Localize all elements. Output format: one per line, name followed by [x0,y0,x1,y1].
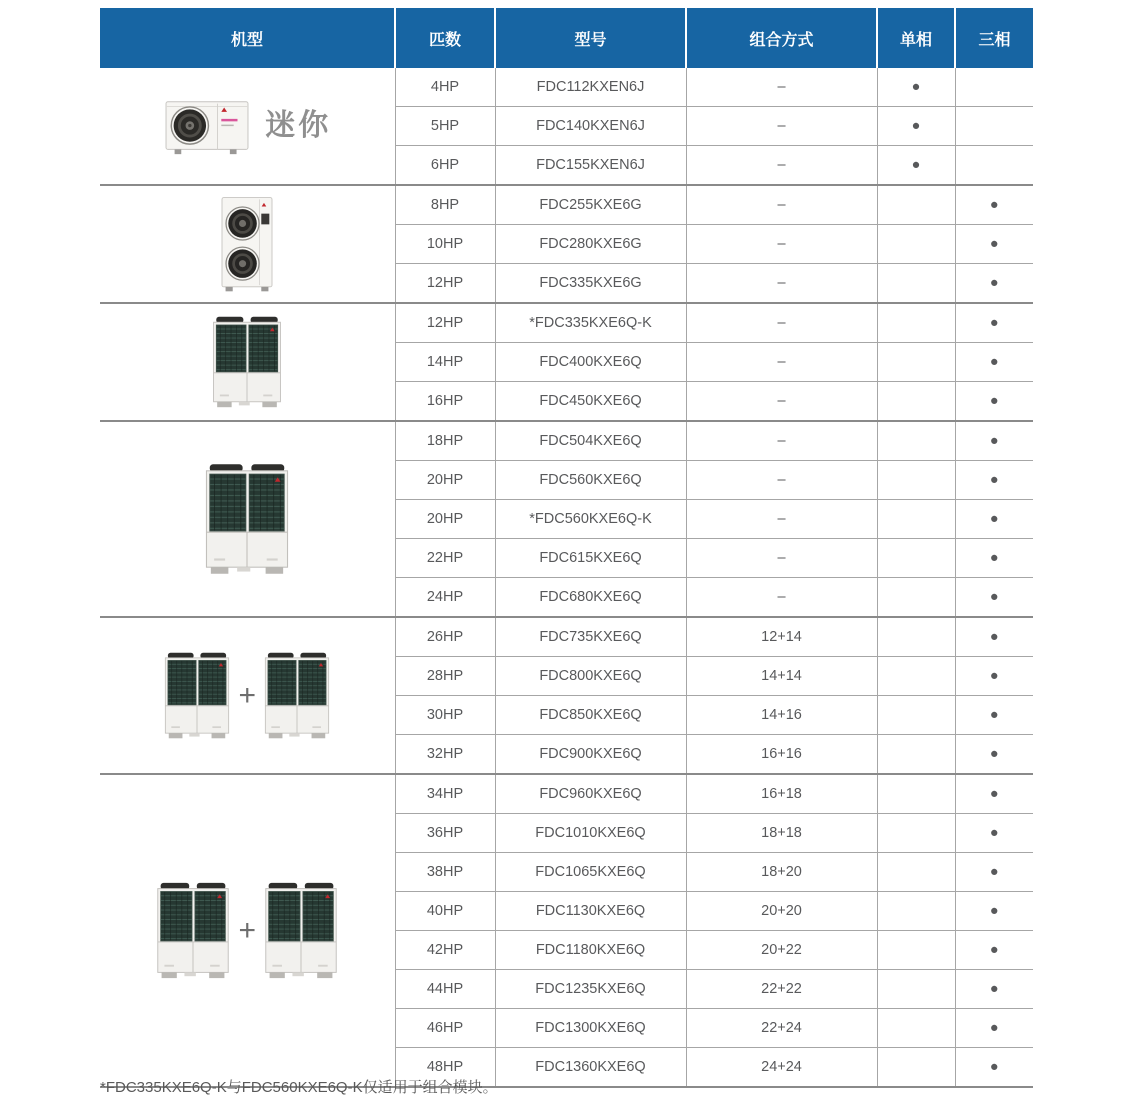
single-phase-cell [877,814,955,853]
combination-cell: 22+24 [686,1009,877,1048]
vrf-outdoor-unit-image [261,881,341,980]
three-phase-cell: ● [955,892,1033,931]
model-cell: FDC680KXE6Q [495,578,686,618]
three-phase-cell [955,146,1033,186]
combination-cell: 20+22 [686,931,877,970]
three-phase-cell: ● [955,264,1033,304]
combination-cell: – [686,343,877,382]
vrf-outdoor-unit-image [209,315,285,409]
model-cell: FDC1300KXE6Q [495,1009,686,1048]
model-cell: FDC280KXE6G [495,225,686,264]
combination-cell: – [686,382,877,422]
three-phase-cell: ● [955,617,1033,657]
single-phase-cell [877,617,955,657]
mini-label: 迷你 [265,109,332,142]
three-phase-cell: ● [955,1009,1033,1048]
three-phase-cell: ● [955,185,1033,225]
hp-cell: 44HP [395,970,495,1009]
model-cell: FDC1360KXE6Q [495,1048,686,1088]
model-cell: FDC900KXE6Q [495,735,686,775]
model-cell: FDC735KXE6Q [495,617,686,657]
single-phase-cell [877,500,955,539]
three-phase-cell: ● [955,421,1033,461]
hp-cell: 12HP [395,264,495,304]
group-vrf-pair-large [100,774,1033,1087]
hp-cell: 20HP [395,500,495,539]
hp-cell: 10HP [395,225,495,264]
three-phase-cell: ● [955,225,1033,264]
single-phase-cell [877,185,955,225]
footnote: *FDC335KXE6Q-K与FDC560KXE6Q-K仅适用于组合模块。 [100,1079,498,1096]
three-phase-cell: ● [955,539,1033,578]
combination-cell: 18+18 [686,814,877,853]
model-cell: FDC850KXE6Q [495,696,686,735]
group-vrf-large [100,421,1033,617]
three-phase-cell [955,68,1033,107]
model-cell: FDC800KXE6Q [495,657,686,696]
hp-cell: 30HP [395,696,495,735]
three-phase-cell: ● [955,970,1033,1009]
model-cell: FDC504KXE6Q [495,421,686,461]
hp-cell: 5HP [395,107,495,146]
product-image-cell [100,617,395,774]
header-single-phase: 单相 [877,8,955,68]
model-cell: FDC335KXE6G [495,264,686,304]
combination-cell: – [686,68,877,107]
combination-cell: – [686,421,877,461]
single-phase-cell [877,303,955,343]
combination-cell: – [686,303,877,343]
combination-cell: 12+14 [686,617,877,657]
plus-sign: + [238,678,257,712]
single-phase-cell [877,264,955,304]
table-row [100,617,1033,657]
three-phase-cell: ● [955,1048,1033,1088]
single-phase-cell: ● [877,68,955,107]
hp-cell: 24HP [395,578,495,618]
hp-cell: 40HP [395,892,495,931]
single-phase-cell [877,382,955,422]
three-phase-cell: ● [955,343,1033,382]
single-phase-cell [877,578,955,618]
vrf-outdoor-unit-image [161,651,233,740]
outdoor-unit-spec-table [100,8,1033,1088]
combination-cell: – [686,578,877,618]
hp-cell: 48HP [395,1048,495,1088]
hp-cell: 46HP [395,1009,495,1048]
hp-cell: 14HP [395,343,495,382]
table-row [100,303,1033,343]
hp-cell: 36HP [395,814,495,853]
combination-cell: 16+18 [686,774,877,814]
plus-sign: + [238,913,257,947]
single-phase-cell [877,735,955,775]
single-phase-cell [877,343,955,382]
combination-cell: 18+20 [686,853,877,892]
combination-cell: – [686,107,877,146]
group-twin-fan [100,185,1033,303]
combination-cell: – [686,225,877,264]
spec-table-wrap [100,8,1033,1088]
combination-cell: 14+16 [686,696,877,735]
model-cell: FDC1065KXE6Q [495,853,686,892]
combination-cell: – [686,500,877,539]
three-phase-cell: ● [955,931,1033,970]
product-image-cell [100,185,395,303]
model-cell: *FDC335KXE6Q-K [495,303,686,343]
table-row [100,68,1033,107]
three-phase-cell: ● [955,774,1033,814]
hp-cell: 4HP [395,68,495,107]
single-phase-cell [877,421,955,461]
vrf-outdoor-unit-image [261,651,333,740]
model-cell: FDC615KXE6Q [495,539,686,578]
product-image-cell [100,421,395,617]
product-image-cell [100,774,395,1087]
single-phase-cell [877,225,955,264]
model-cell: FDC1180KXE6Q [495,931,686,970]
model-cell: *FDC560KXE6Q-K [495,500,686,539]
hp-cell: 8HP [395,185,495,225]
header-model-number: 型号 [495,8,686,68]
hp-cell: 20HP [395,461,495,500]
model-cell: FDC1130KXE6Q [495,892,686,931]
three-phase-cell: ● [955,657,1033,696]
three-phase-cell: ● [955,461,1033,500]
group-vrf-small [100,303,1033,421]
combination-cell: – [686,539,877,578]
model-cell: FDC450KXE6Q [495,382,686,422]
mini-outdoor-unit-image [163,96,251,157]
three-phase-cell: ● [955,814,1033,853]
three-phase-cell [955,107,1033,146]
header-combination: 组合方式 [686,8,877,68]
hp-cell: 12HP [395,303,495,343]
product-image-cell [100,303,395,421]
combination-cell: 22+22 [686,970,877,1009]
hp-cell: 32HP [395,735,495,775]
hp-cell: 34HP [395,774,495,814]
single-phase-cell [877,539,955,578]
single-phase-cell [877,970,955,1009]
combination-cell: – [686,185,877,225]
hp-cell: 42HP [395,931,495,970]
vrf-outdoor-unit-large-image [201,462,293,576]
three-phase-cell: ● [955,500,1033,539]
twin-fan-outdoor-unit-image [213,194,281,294]
single-phase-cell [877,892,955,931]
single-phase-cell [877,461,955,500]
single-phase-cell [877,931,955,970]
product-image-cell [100,68,395,185]
three-phase-cell: ● [955,853,1033,892]
combination-cell: 20+20 [686,892,877,931]
group-mini [100,68,1033,185]
hp-cell: 26HP [395,617,495,657]
single-phase-cell [877,696,955,735]
combination-cell: – [686,264,877,304]
single-phase-cell [877,1048,955,1088]
model-cell: FDC140KXEN6J [495,107,686,146]
combination-cell: – [686,461,877,500]
three-phase-cell: ● [955,303,1033,343]
model-cell: FDC560KXE6Q [495,461,686,500]
model-cell: FDC960KXE6Q [495,774,686,814]
combination-cell: 16+16 [686,735,877,775]
model-cell: FDC155KXEN6J [495,146,686,186]
single-phase-cell [877,657,955,696]
hp-cell: 18HP [395,421,495,461]
single-phase-cell [877,853,955,892]
single-phase-cell [877,774,955,814]
combination-cell: – [686,146,877,186]
single-phase-cell: ● [877,107,955,146]
three-phase-cell: ● [955,382,1033,422]
three-phase-cell: ● [955,578,1033,618]
combination-cell: 14+14 [686,657,877,696]
table-header [100,8,1033,68]
combination-cell: 24+24 [686,1048,877,1088]
single-phase-cell [877,1009,955,1048]
hp-cell: 28HP [395,657,495,696]
model-cell: FDC255KXE6G [495,185,686,225]
table-row [100,421,1033,461]
table-row [100,185,1033,225]
three-phase-cell: ● [955,696,1033,735]
model-cell: FDC400KXE6Q [495,343,686,382]
table-row [100,774,1033,814]
hp-cell: 38HP [395,853,495,892]
hp-cell: 16HP [395,382,495,422]
model-cell: FDC1010KXE6Q [495,814,686,853]
header-three-phase: 三相 [955,8,1033,68]
single-phase-cell: ● [877,146,955,186]
hp-cell: 6HP [395,146,495,186]
model-cell: FDC1235KXE6Q [495,970,686,1009]
hp-cell: 22HP [395,539,495,578]
vrf-outdoor-unit-image [153,881,233,980]
three-phase-cell: ● [955,735,1033,775]
header-model-type: 机型 [100,8,395,68]
group-vrf-pair [100,617,1033,774]
header-hp: 匹数 [395,8,495,68]
model-cell: FDC112KXEN6J [495,68,686,107]
